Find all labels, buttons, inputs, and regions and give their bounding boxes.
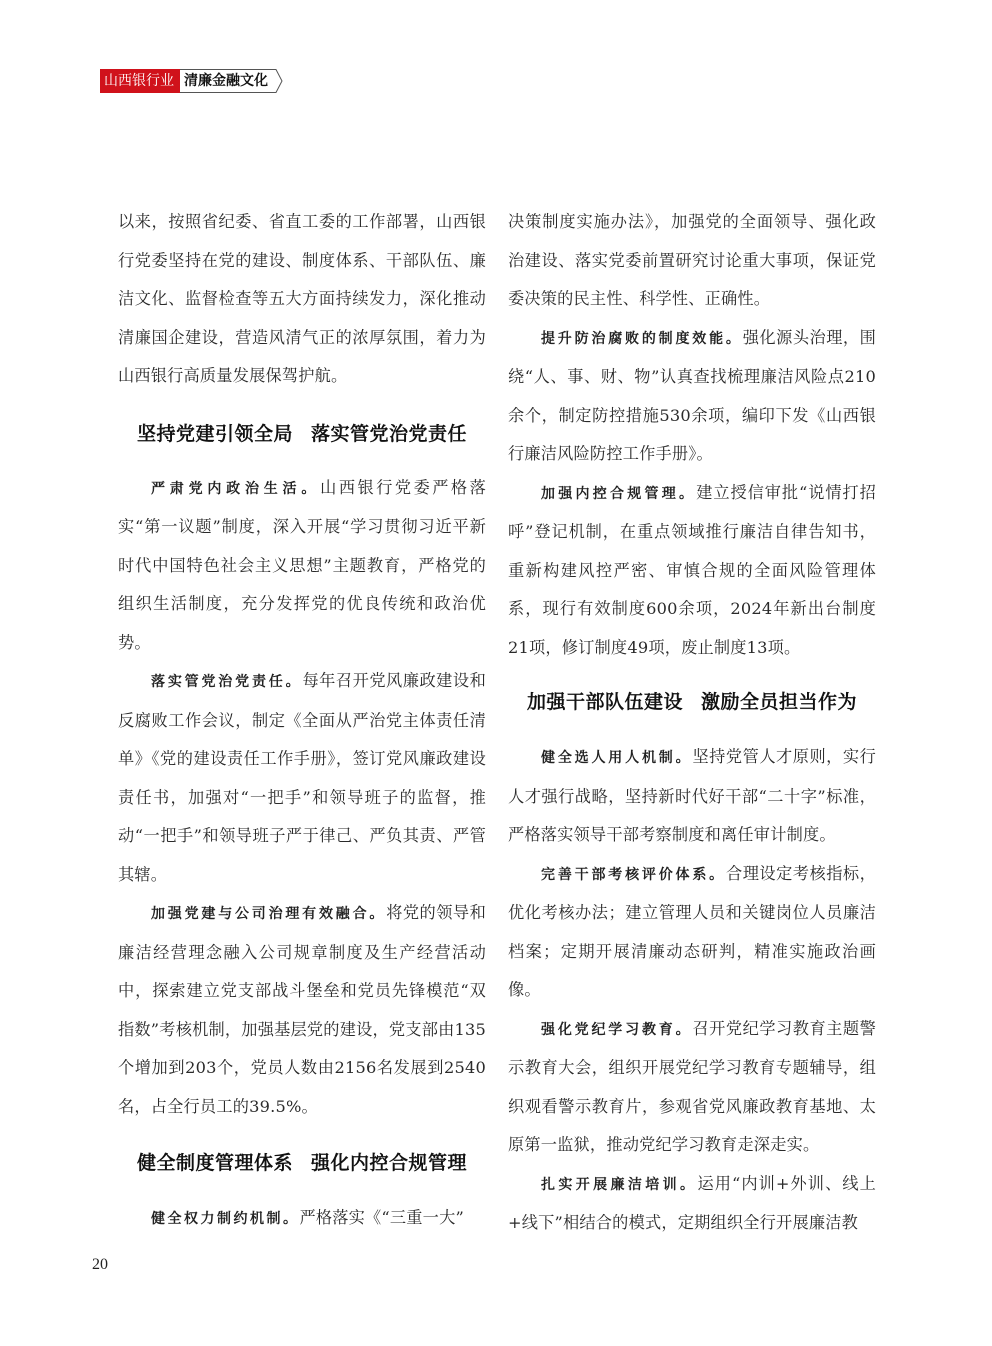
paragraph-lead: 严肃党内政治生活。 <box>151 480 321 497</box>
section-heading-part-a: 健全制度管理体系 <box>136 1152 293 1174</box>
paragraph-body: 坚持党管人才原则，实行人才强行战略，坚持新时代好干部“二十字”标准，严格落实领导干部考察制度和离任审计制度。 <box>508 747 876 844</box>
header-section-label: 山西银行业 <box>100 69 180 93</box>
section-heading-system-management <box>118 1148 486 1175</box>
paragraph-lead: 扎实开展廉洁培训。 <box>541 1176 698 1193</box>
paragraph-lead: 加强党建与公司治理有效融合。 <box>151 906 387 922</box>
paragraph-party-responsibility <box>118 662 486 894</box>
paragraph-political-life <box>118 469 486 663</box>
paragraph-discipline-education <box>508 1010 876 1165</box>
paragraph-anti-corruption <box>508 319 876 474</box>
paragraph-body: 强化源头治理，围绕“人、事、财、物”认真查找梳理廉洁风险点210余个，制定防控措施530余项，编印下发《山西银行廉洁风险防控工作手册》。 <box>508 327 877 463</box>
header-chevron-icon <box>272 69 284 93</box>
paragraph-body: 召开党纪学习教育主题警示教育大会，组织开展党纪学习教育专题辅导，组织观看警示教育片，参观省党风廉政教育基地、太原第一监狱，推动党纪学习教育走深走实。 <box>508 1018 876 1154</box>
section-heading-part-a: 坚持党建引领全局 <box>136 422 293 445</box>
section-heading-cadre-team <box>508 687 876 714</box>
paragraph-body: 严格落实《“三重一大” <box>299 1208 464 1227</box>
paragraph-lead: 提升防治腐败的制度效能。 <box>541 330 743 347</box>
paragraph-cadre-evaluation <box>508 855 876 1010</box>
paragraph-lead: 完善干部考核评价体系。 <box>541 866 726 883</box>
left-column <box>118 203 486 1239</box>
intro-paragraph: 以来，按照省纪委、省直工委的工作部署，山西银行党委坚持在党的建设、制度体系、干部队伍、廉洁文化、监督检查等五大方面持续发力，深化推动清廉国企建设，营造风清气正的浓厚氛围，着力为山西银行高质量发展保驾护航。 <box>118 212 486 385</box>
header-topic-label: 清廉金融文化 <box>180 69 272 93</box>
running-header <box>100 69 284 93</box>
paragraph-power-restriction <box>118 1199 486 1239</box>
paragraph-governance-integration <box>118 894 486 1126</box>
continuation-paragraph: 决策制度实施办法》，加强党的全面领导、强化政治建设、落实党委前置研究讨论重大事项，保证党委决策的民主性、科学性、正确性。 <box>508 212 876 308</box>
right-column <box>508 203 876 1243</box>
section-heading-part-b: 落实管党治党责任 <box>311 422 468 445</box>
section-heading-part-a: 加强干部队伍建设 <box>526 691 683 713</box>
paragraph-internal-control <box>508 474 876 668</box>
paragraph-lead: 加强内控合规管理。 <box>541 485 697 502</box>
paragraph-lead: 落实管党治党责任。 <box>151 674 303 690</box>
paragraph-personnel-mechanism <box>508 738 876 855</box>
section-heading-party-building <box>118 419 486 446</box>
paragraph-body: 山西银行党委严格落实“第一议题”制度，深入开展“学习贯彻习近平新时代中国特色社会主义思想”主题教育，严格党的组织生活制度，充分发挥党的优良传统和政治优势。 <box>118 477 486 652</box>
paragraph-body: 运用“内训+外训、线上+线下”相结合的模式，定期组织全行开展廉洁教 <box>508 1173 877 1232</box>
paragraph-body: 合理设定考核指标，优化考核办法；建立管理人员和关键岗位人员廉洁档案；定期开展清廉动态研判，精准实施政治画像。 <box>508 863 876 999</box>
paragraph-lead: 健全选人用人机制。 <box>541 750 693 766</box>
paragraph-integrity-training <box>508 1165 876 1243</box>
section-heading-part-b: 激励全员担当作为 <box>701 691 858 713</box>
section-heading-part-b: 强化内控合规管理 <box>311 1152 468 1174</box>
paragraph-lead: 强化党纪学习教育。 <box>541 1021 693 1038</box>
page-number: 20 <box>92 1256 108 1273</box>
paragraph-lead: 健全权力制约机制。 <box>151 1211 300 1227</box>
paragraph-body: 建立授信审批“说情打招呼”登记机制，在重点领域推行廉洁自律告知书，重新构建风控严密、审慎合规的全面风险管理体系，现行有效制度600余项，2024年新出台制度21项，修订制度49项，废止制度13项。 <box>508 482 876 657</box>
paragraph-body: 每年召开党风廉政建设和反腐败工作会议，制定《全面从严治党主体责任清单》《党的建设责任工作手册》，签订党风廉政建设责任书，加强对“一把手”和领导班子的监督，推动“一把手”和领导班子严于律己、严负其责、严管其辖。 <box>118 671 486 884</box>
paragraph-body: 将党的领导和廉洁经营理念融入公司规章制度及生产经营活动中，探索建立党支部战斗堡垒和党员先锋模范“双指数”考核机制，加强基层党的建设，党支部由135个增加到203个，党员人数由2156名发展到2540名，占全行员工的39.5%。 <box>118 903 487 1116</box>
